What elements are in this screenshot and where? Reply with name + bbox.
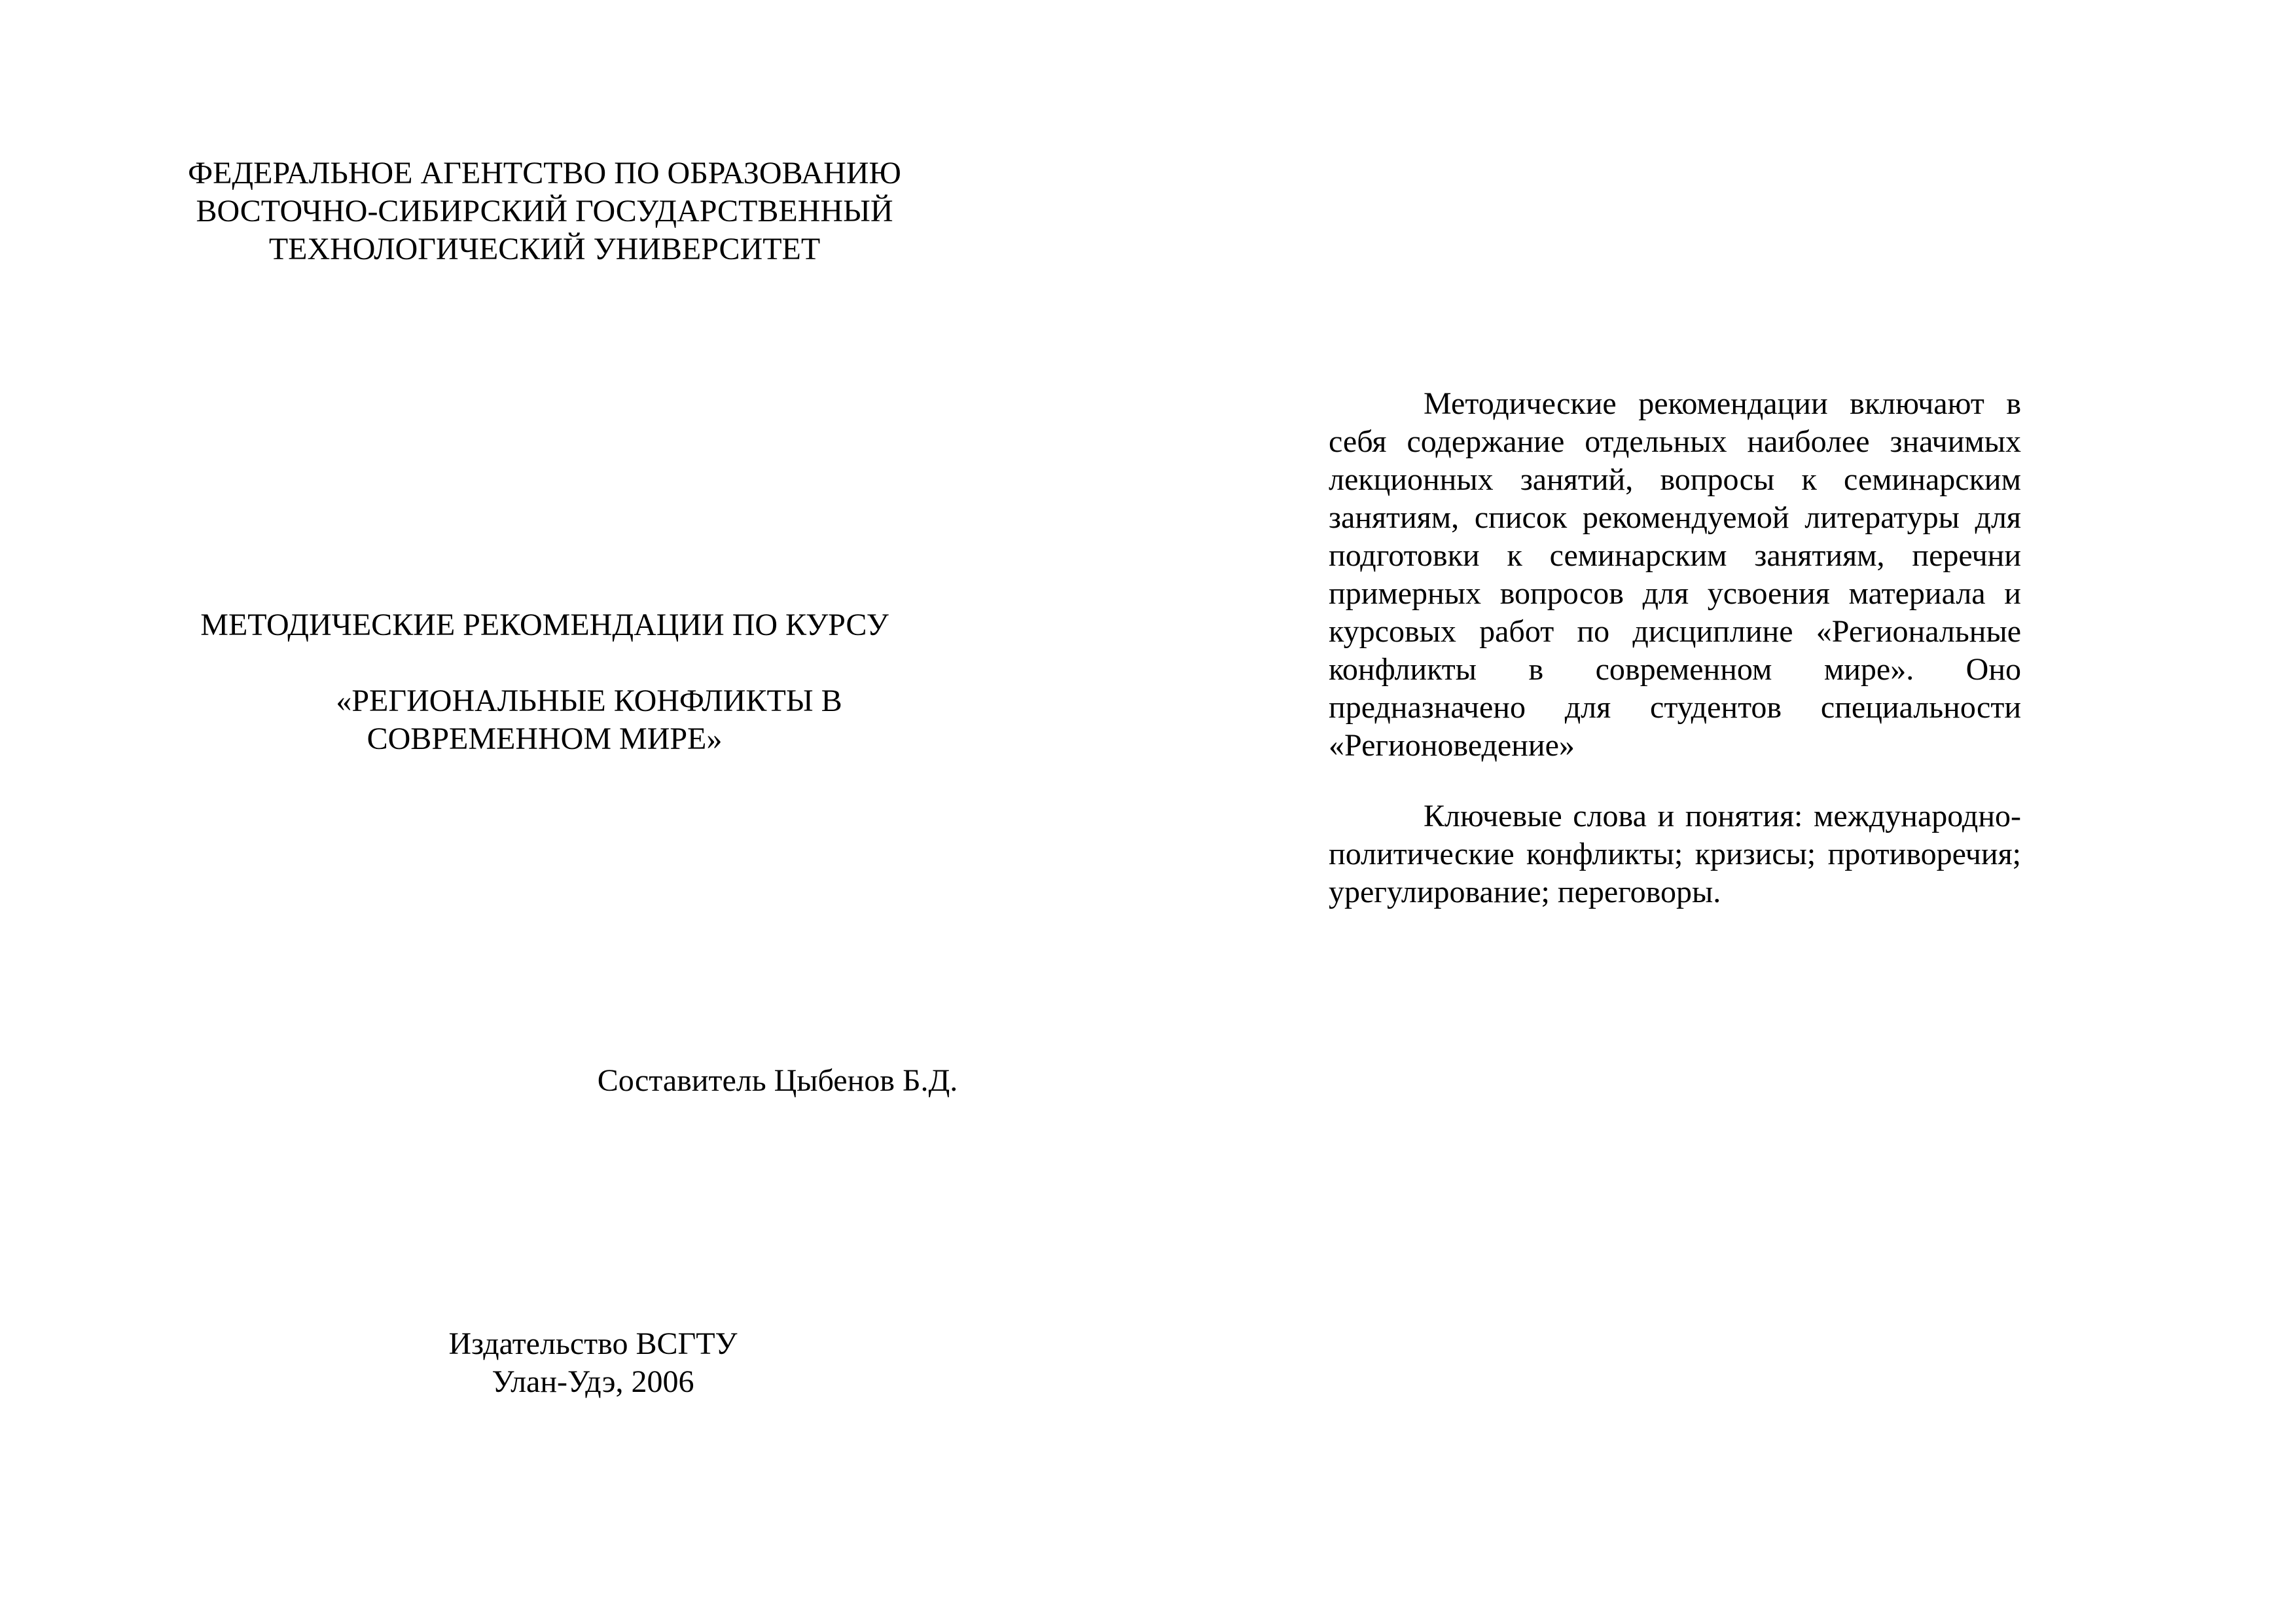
title-line-methodical: МЕТОДИЧЕСКИЕ РЕКОМЕНДАЦИИ ПО КУРСУ [200, 608, 889, 642]
annotation-paragraph: Методические рекомендации включают в себя содержание отдельных наиболее значимых лекционных занятий, вопросы к семинарским занятиям, список рекомендуемой литературы для подготовки к семинарским занятиям, перечни примерных вопросов для усвоения материала и курсовых работ по дисциплине «Региональные конфликты в современном мире». Оно предназначено для студентов специальности «Регионоведение» [1329, 386, 2021, 763]
compiler-line: Составитель Цыбенов Б.Д. [597, 1063, 958, 1098]
header-line-university-cont: ТЕХНОЛОГИЧЕСКИЙ УНИВЕРСИТЕТ [268, 232, 821, 266]
header-line-university: ВОСТОЧНО-СИБИРСКИЙ ГОСУДАРСТВЕННЫЙ [196, 194, 893, 228]
publisher-city-year: Улан-Удэ, 2006 [492, 1364, 694, 1399]
annotation-block [1329, 385, 2021, 765]
annotation-page [1148, 0, 2296, 1623]
header-line-agency: ФЕДЕРАЛЬНОЕ АГЕНТСТВО ПО ОБРАЗОВАНИЮ [188, 156, 901, 191]
keywords-block [1329, 797, 2021, 911]
publisher-name: Издательство ВСГТУ [448, 1326, 738, 1361]
title-line-course-name-cont: СОВРЕМЕННОМ МИРЕ» [367, 721, 723, 756]
keywords-paragraph: Ключевые слова и понятия: международно-политические конфликты; кризисы; противоречия; урегулирование; переговоры. [1329, 799, 2021, 909]
title-line-course-name: «РЕГИОНАЛЬНЫЕ КОНФЛИКТЫ В [336, 684, 842, 718]
